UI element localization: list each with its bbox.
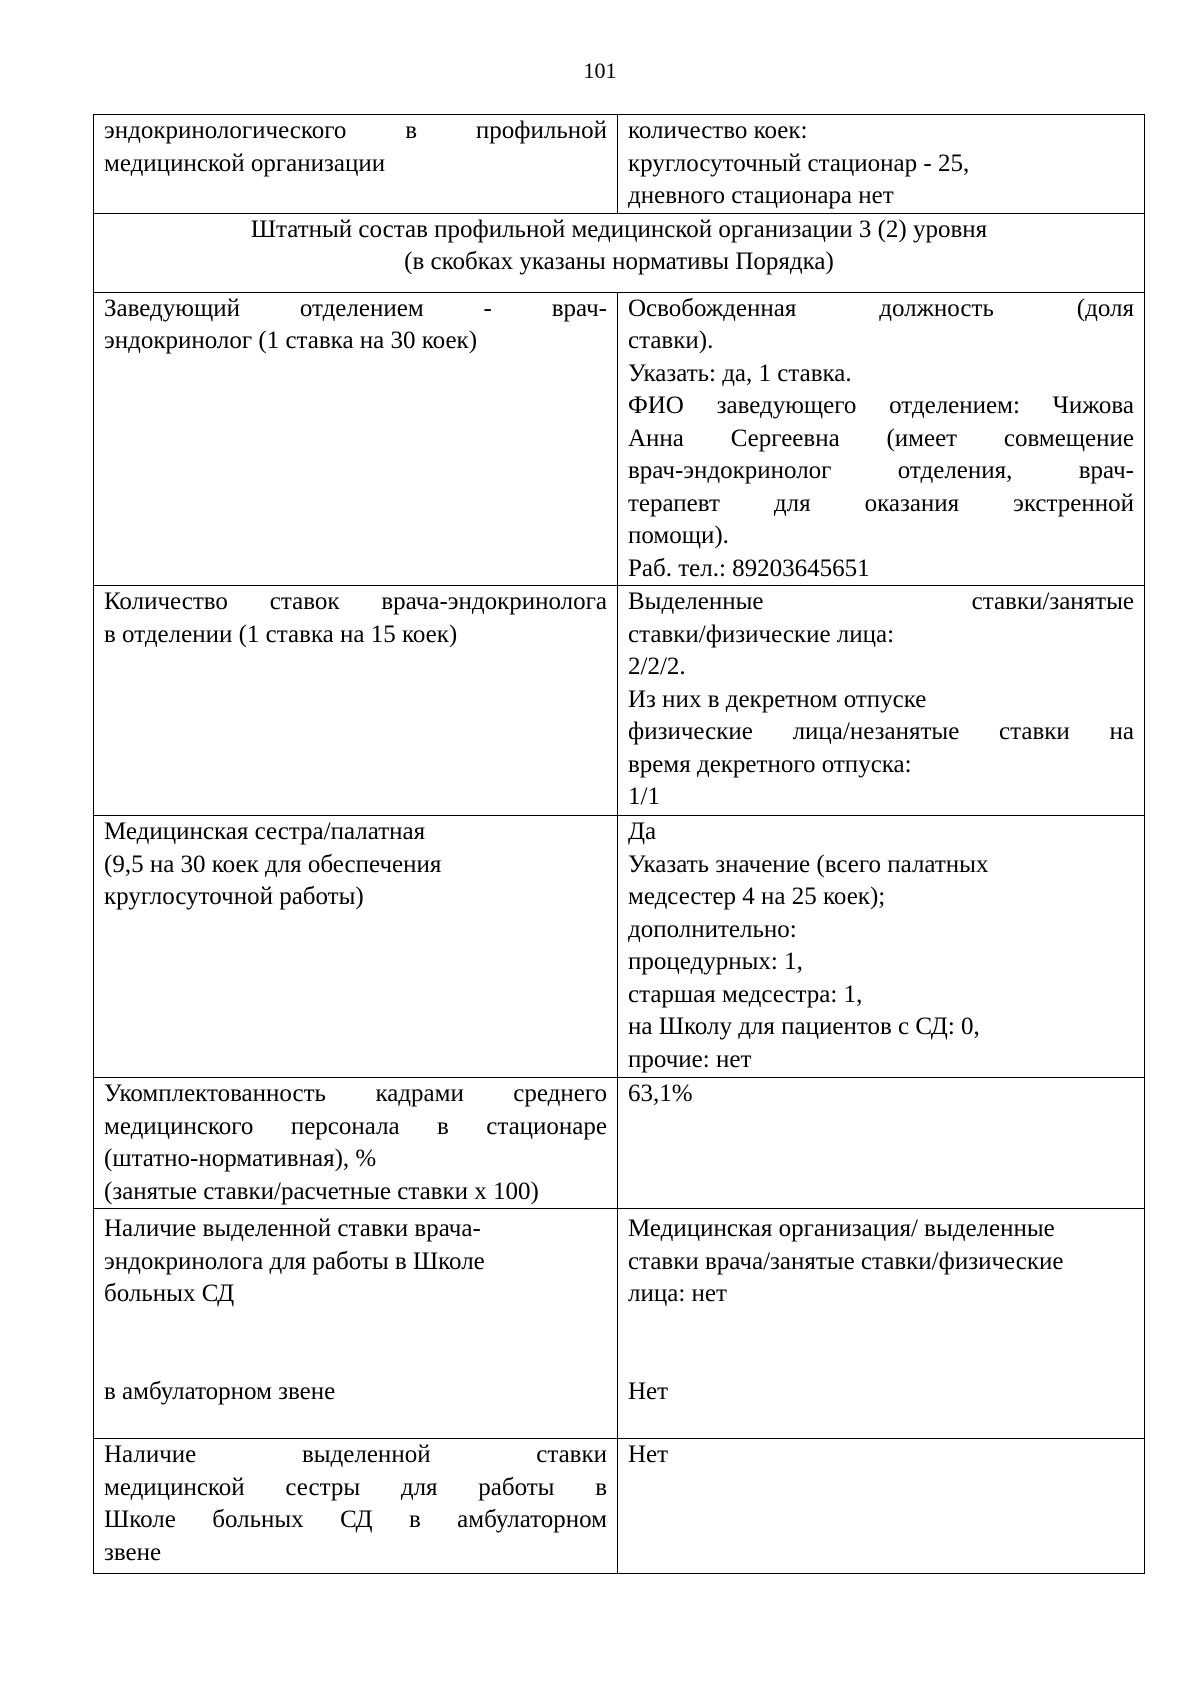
row-value-line: старшая медсестра: 1,	[628, 980, 863, 1008]
row-label-line: медицинской организации	[104, 149, 386, 177]
row-value-cell	[618, 586, 1145, 816]
row-value-line: количество коек:	[628, 117, 808, 144]
row-value-line: помощи).	[628, 522, 729, 549]
row-label-line: Наличие выделенной ставки	[104, 1441, 607, 1468]
row-value-line: ставки).	[628, 327, 714, 354]
row-value-cell	[618, 292, 1145, 586]
row-label-line: в отделении (1 ставка на 15 коек)	[104, 620, 458, 648]
row-label-cell	[94, 115, 618, 214]
row-label-cell	[94, 1078, 618, 1209]
row-value-line: физические лица/незанятые ставки на	[628, 718, 1134, 745]
row-label-line: Количество ставок врача-эндокринолога	[104, 588, 607, 615]
row-value-line: Из них в декретном отпуске	[628, 685, 927, 713]
row-value-line: терапевт для оказания экстренной	[628, 489, 1134, 517]
row-label-line: эндокринолога для работы в Школе	[104, 1247, 485, 1275]
row-label-line: эндокринологического в профильной	[104, 117, 607, 144]
row-value-line: Выделенные ставки/занятые	[628, 588, 1134, 615]
row-label-line: Медицинская сестра/палатная	[104, 818, 426, 845]
table-row	[94, 1078, 1145, 1209]
row-label-cell	[94, 586, 618, 816]
row-value-line: Да	[628, 818, 657, 845]
row-label-cell	[94, 816, 618, 1078]
section-header-line: Штатный состав профильной медицинской организации 3 (2) уровня	[250, 215, 988, 243]
table-row	[94, 1209, 1145, 1439]
row-value-line: Анна Сергеевна (имеет совмещение	[628, 424, 1134, 452]
row-label-cell	[94, 292, 618, 586]
table-row	[94, 1439, 1145, 1574]
table-row	[94, 115, 1145, 214]
row-value-line: ФИО заведующего отделением: Чижова	[628, 392, 1134, 419]
row-label-line: эндокринолог (1 ставка на 30 коек)	[104, 327, 478, 354]
row-value-line: 2/2/2.	[628, 653, 686, 680]
row-label-line: (занятые ставки/расчетные ставки х 100)	[104, 1177, 539, 1205]
row-value-line: 63,1%	[628, 1080, 693, 1107]
row-value-line: на Школу для пациентов с СД: 0,	[628, 1013, 980, 1040]
staffing-table	[93, 114, 1145, 1574]
row-label-cell	[94, 1209, 618, 1439]
row-value-cell	[618, 1439, 1145, 1574]
spacer	[104, 1311, 607, 1376]
row-label-line: Наличие выделенной ставки врача-	[104, 1215, 481, 1242]
row-value-line: процедурных: 1,	[628, 948, 803, 975]
row-label-line: звене	[104, 1538, 162, 1566]
row-value-line: 1/1	[628, 783, 660, 810]
row-value-cell	[618, 816, 1145, 1078]
table-row	[94, 292, 1145, 586]
row-value-line: круглосуточный стационар - 25,	[628, 149, 970, 177]
row-value-cell	[618, 115, 1145, 214]
row-subvalue: Нет	[628, 1377, 669, 1405]
row-label-line: медицинского персонала в стационаре	[104, 1112, 607, 1140]
row-value-line: Указать значение (всего палатных	[628, 850, 989, 878]
row-value-line: Указать: да, 1 ставка.	[628, 359, 852, 387]
row-sublabel: в амбулаторном звене	[104, 1377, 336, 1405]
row-label-line: Заведующий отделением - врач-	[104, 294, 607, 322]
section-header-line: (в скобках указаны нормативы Порядка)	[404, 248, 834, 275]
table-row	[94, 213, 1145, 292]
row-value-line: лица: нет	[628, 1280, 727, 1307]
row-value-line: Нет	[628, 1441, 669, 1468]
row-label-cell	[94, 1439, 618, 1574]
table-row	[94, 586, 1145, 816]
row-value-line: дополнительно:	[628, 915, 797, 943]
row-value-line: время декретного отпуска:	[628, 750, 912, 778]
section-header-cell	[94, 213, 1145, 292]
spacer	[628, 1311, 1134, 1376]
row-label-line: больных СД	[104, 1280, 235, 1307]
row-value-line: прочие: нет	[628, 1045, 752, 1073]
row-value-line: ставки врача/занятые ставки/физические	[628, 1247, 1064, 1275]
row-label-line: Школе больных СД в амбулаторном	[104, 1506, 607, 1533]
row-value-line: Освобожденная должность (доля	[628, 294, 1134, 322]
row-value-cell	[618, 1209, 1145, 1439]
row-value-line: Медицинская организация/ выделенные	[628, 1215, 1055, 1242]
row-label-line: медицинской сестры для работы в	[104, 1473, 607, 1501]
row-value-line: медсестер 4 на 25 коек);	[628, 883, 886, 910]
table-row	[94, 816, 1145, 1078]
row-label-line: (9,5 на 30 коек для обеспечения	[104, 850, 442, 878]
row-value-line: ставки/физические лица:	[628, 620, 895, 648]
row-value-line: врач-эндокринолог отделения, врач-	[628, 457, 1134, 484]
row-value-line: дневного стационара нет	[628, 182, 894, 209]
row-label-line: Укомплектованность кадрами среднего	[104, 1080, 607, 1107]
row-value-line: Раб. тел.: 89203645651	[628, 554, 870, 582]
row-value-cell	[618, 1078, 1145, 1209]
row-label-line: круглосуточной работы)	[104, 883, 364, 910]
page-number: 101	[583, 58, 617, 83]
row-label-line: (штатно-нормативная), %	[104, 1145, 377, 1172]
